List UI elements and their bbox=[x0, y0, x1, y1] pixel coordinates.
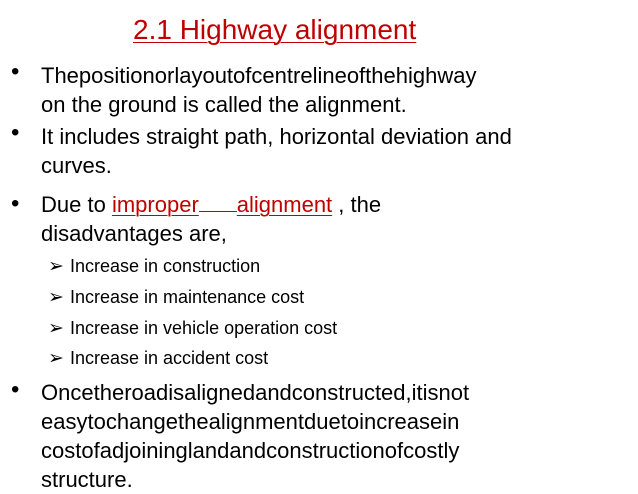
bullet-dot-icon: • bbox=[11, 376, 20, 403]
word: lay bbox=[174, 63, 203, 88]
slide-title: 2.1 Highway alignment bbox=[133, 14, 417, 45]
word: is bbox=[422, 380, 439, 405]
word: and bbox=[229, 438, 267, 463]
bullet-dot-icon: • bbox=[11, 58, 20, 85]
word: easy bbox=[41, 409, 88, 434]
arrowhead-icon: ➢ bbox=[48, 348, 64, 369]
word: of bbox=[233, 63, 252, 88]
improper-alignment-link[interactable] bbox=[112, 192, 338, 217]
sub-item-label: Increase in accident cost bbox=[70, 348, 269, 368]
bullet-3-word-the: the bbox=[350, 192, 382, 217]
word: of bbox=[346, 63, 366, 88]
word: alignment bbox=[208, 409, 305, 434]
sub-item-label: Increase in maintenance cost bbox=[70, 287, 305, 307]
arrowhead-icon: ➢ bbox=[48, 287, 64, 308]
word: out bbox=[202, 63, 234, 88]
link-text-alignment[interactable]: alignment bbox=[236, 192, 333, 217]
word: change bbox=[105, 409, 179, 434]
bullet-3-word-due: Due bbox=[41, 192, 82, 217]
bullet-2 bbox=[41, 122, 589, 180]
bullet-dot-icon: • bbox=[11, 190, 20, 217]
bullet-4-line-1 bbox=[41, 378, 589, 407]
word: construction bbox=[266, 438, 385, 463]
sub-item bbox=[48, 286, 304, 309]
bullet-2-line-2: curves. bbox=[41, 153, 112, 178]
word: is bbox=[168, 380, 185, 405]
sub-item-label: Increase in vehicle operation cost bbox=[70, 318, 338, 338]
bullet-3 bbox=[41, 190, 589, 248]
sub-item bbox=[48, 317, 337, 340]
word: it bbox=[411, 380, 423, 405]
word: not bbox=[438, 380, 470, 405]
word: of bbox=[384, 438, 404, 463]
word: the bbox=[178, 409, 209, 434]
word: position bbox=[78, 63, 155, 88]
word: land bbox=[187, 438, 230, 463]
word: increase bbox=[359, 409, 443, 434]
word: centre bbox=[251, 63, 313, 88]
bullet-1-line-1 bbox=[41, 61, 589, 90]
sub-item bbox=[48, 347, 268, 370]
link-text-improper[interactable]: improper bbox=[111, 192, 199, 217]
word: Once bbox=[41, 380, 94, 405]
word: cost bbox=[41, 438, 82, 463]
word: The bbox=[41, 63, 79, 88]
word: highway bbox=[395, 63, 477, 88]
sub-item bbox=[48, 255, 260, 278]
bullet-3-word-to: to bbox=[87, 192, 106, 217]
link-underline-gap bbox=[199, 192, 237, 212]
word: costly bbox=[403, 438, 460, 463]
bullet-4-line-3 bbox=[41, 436, 589, 465]
sub-item-label: Increase in construction bbox=[70, 256, 261, 276]
word: adjoining bbox=[99, 438, 188, 463]
bullet-3-line-2: disadvantages are, bbox=[41, 221, 227, 246]
arrowhead-icon: ➢ bbox=[48, 318, 64, 339]
word: line bbox=[312, 63, 347, 88]
bullet-dot-icon: • bbox=[11, 119, 20, 146]
bullet-1 bbox=[41, 61, 589, 119]
word: of bbox=[81, 438, 100, 463]
arrowhead-icon: ➢ bbox=[48, 256, 64, 277]
word: to bbox=[87, 409, 106, 434]
bullet-4 bbox=[41, 378, 589, 494]
bullet-4-line-2 bbox=[41, 407, 589, 436]
word: aligned bbox=[184, 380, 256, 405]
word: or bbox=[154, 63, 175, 88]
word: to bbox=[340, 409, 360, 434]
bullet-1-line-2: on the ground is called the alignment. bbox=[41, 92, 407, 117]
bullet-2-line-1: It includes straight path, horizontal deviation and bbox=[41, 124, 512, 149]
word: constructed, bbox=[291, 380, 412, 405]
bullet-4-line-4: structure. bbox=[41, 467, 133, 492]
bullet-3-line-1 bbox=[41, 190, 589, 219]
word: the bbox=[93, 380, 125, 405]
word: in bbox=[442, 409, 460, 434]
word: due bbox=[304, 409, 341, 434]
word: road bbox=[124, 380, 169, 405]
word: and bbox=[255, 380, 292, 405]
bullet-3-comma: , bbox=[338, 192, 345, 217]
word: the bbox=[365, 63, 396, 88]
